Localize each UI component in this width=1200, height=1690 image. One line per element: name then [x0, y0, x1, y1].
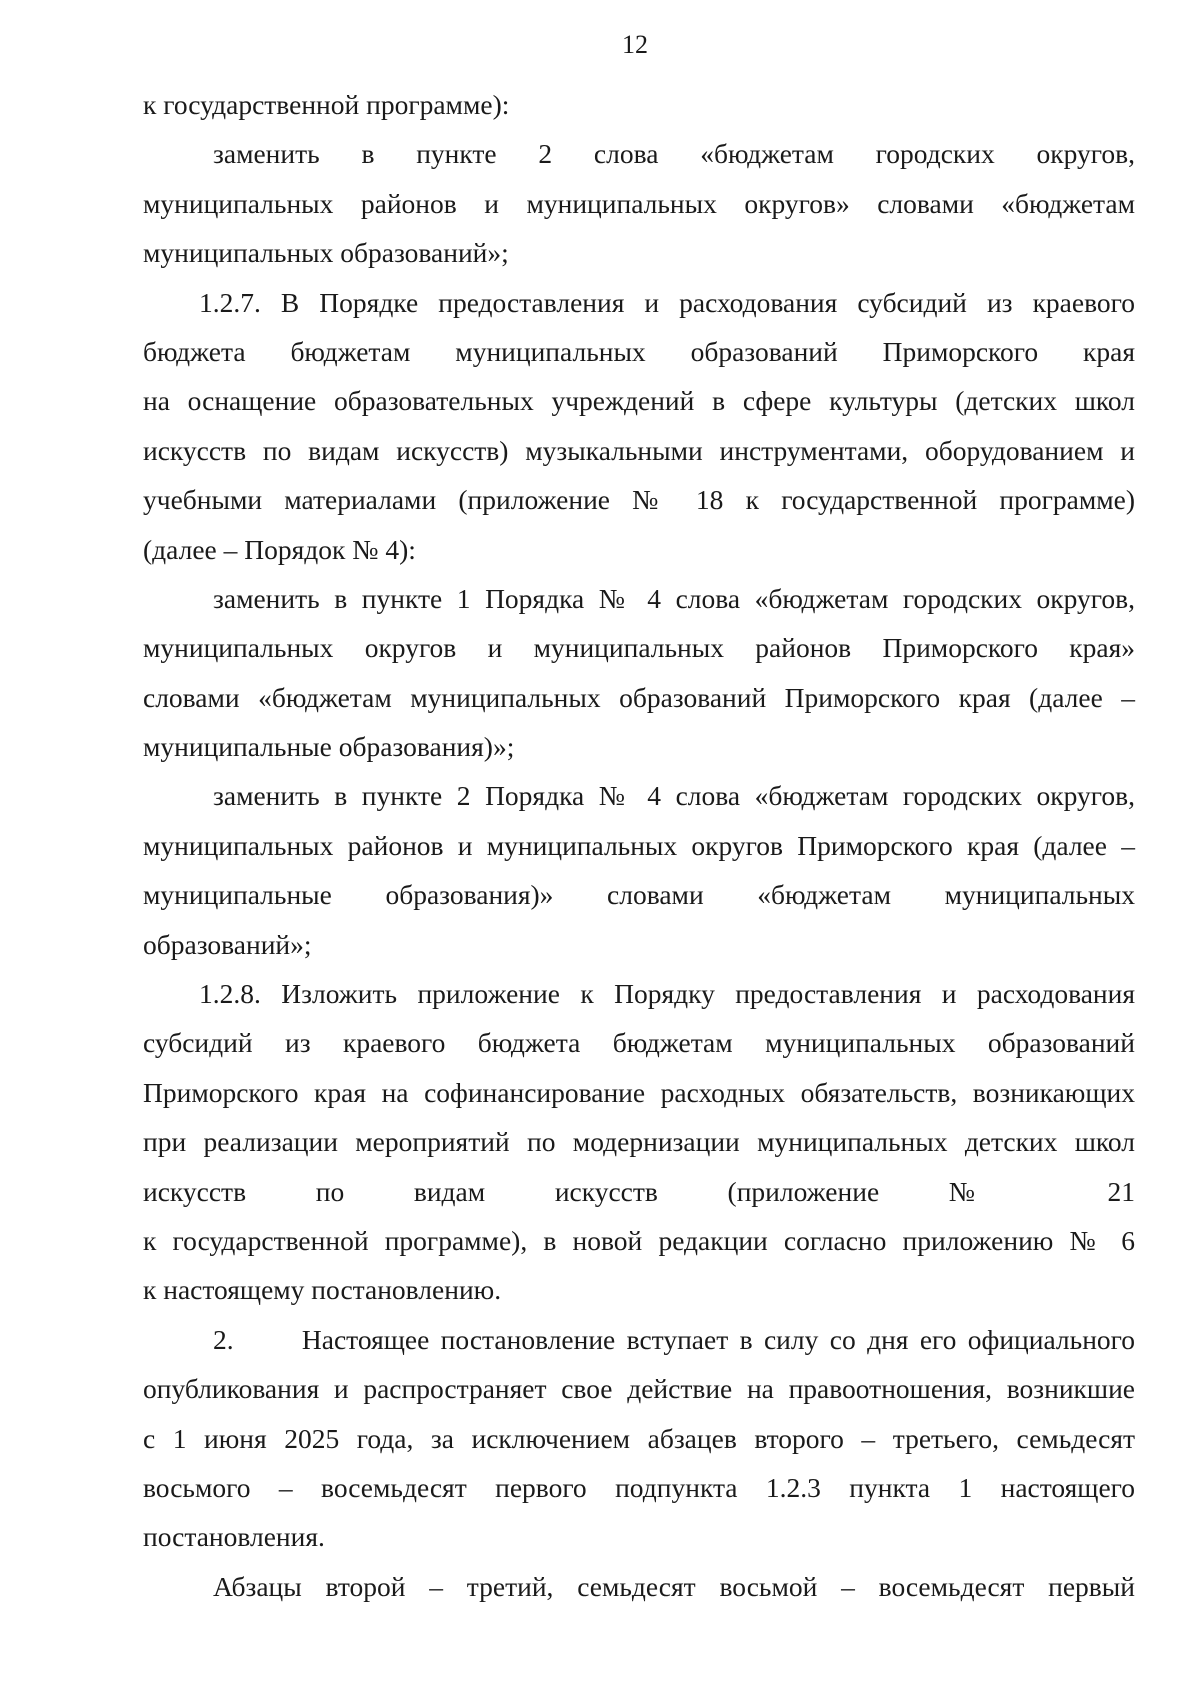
text-line: Приморского края на софинансирование расходных обязательств, возникающих [143, 1076, 1135, 1108]
text-line: бюджета бюджетам муниципальных образований Приморского края [143, 335, 1135, 367]
text-line: восьмого – восемьдесят первого подпункта 1.2.3 пункта 1 настоящего [143, 1471, 1135, 1503]
text-line: словами «бюджетам муниципальных образований Приморского края (далее – [143, 681, 1135, 713]
text-line: к настоящему постановлению. [143, 1274, 502, 1306]
page-number: 12 [622, 30, 648, 59]
text-line: образований»; [143, 928, 312, 960]
text-line: 1.2.8. Изложить приложение к Порядку предоставления и расходования [199, 978, 1135, 1010]
text-line: с 1 июня 2025 года, за исключением абзацев второго – третьего, семьдесят [143, 1422, 1135, 1454]
text-line: муниципальные образования)» словами «бюджетам муниципальных [143, 879, 1135, 911]
text-line: к государственной программе): [143, 89, 510, 120]
text-line: на оснащение образовательных учреждений в сфере культуры (детских школ [143, 385, 1135, 417]
text-line: искусств по видам искусств) музыкальными инструментами, оборудованием и [143, 434, 1135, 466]
text-line: опубликования и распространяет свое действие на правоотношения, возникшие [143, 1373, 1135, 1405]
text-line: субсидий из краевого бюджета бюджетам муниципальных образований [143, 1027, 1135, 1059]
text-line: 1.2.7. В Порядке предоставления и расходования субсидий из краевого [199, 286, 1135, 318]
text-line: муниципальных районов и муниципальных округов Приморского края (далее – [143, 829, 1135, 861]
text-line: учебными материалами (приложение № 18 к государственной программе) [143, 484, 1135, 516]
text-line: искусств по видам искусств (приложение № 21 [143, 1175, 1135, 1207]
text-line: при реализации мероприятий по модернизации муниципальных детских школ [143, 1126, 1135, 1158]
text-line: заменить в пункте 2 слова «бюджетам городских округов, [213, 138, 1135, 170]
text-line: муниципальных районов и муниципальных округов» словами «бюджетам [143, 187, 1135, 219]
text-line: Абзацы второй – третий, семьдесят восьмой – восемьдесят первый [213, 1570, 1135, 1602]
text-line: (далее – Порядок № 4): [143, 533, 416, 565]
text-line: 2. Настоящее постановление вступает в силу со дня его официального [213, 1323, 1135, 1355]
text-line: постановления. [143, 1521, 325, 1553]
text-line: заменить в пункте 1 Порядка № 4 слова «бюджетам городских округов, [213, 582, 1135, 614]
text-line: муниципальных округов и муниципальных районов Приморского края» [143, 632, 1135, 664]
document-body [143, 80, 1135, 1611]
text-line: муниципальных образований»; [143, 237, 509, 269]
text-line: муниципальные образования)»; [143, 731, 515, 763]
text-line: заменить в пункте 2 Порядка № 4 слова «бюджетам городских округов, [213, 780, 1135, 812]
text-line: к государственной программе), в новой редакции согласно приложению № 6 [143, 1224, 1135, 1256]
